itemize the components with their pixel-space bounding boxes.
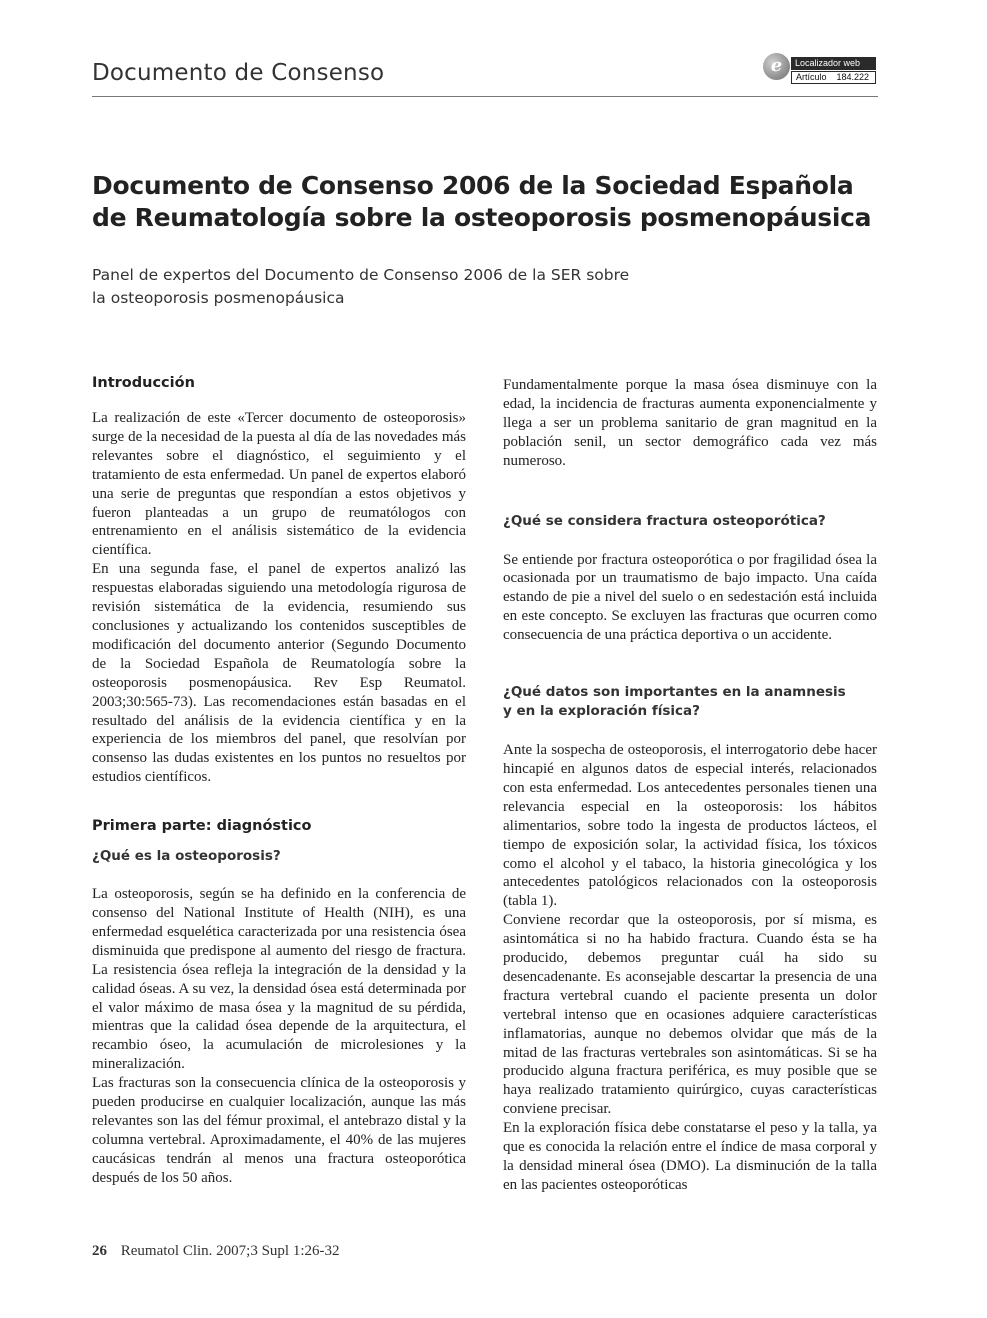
intro-paragraph-2: En una segunda fase, el panel de expertos analizó las respuestas elaboradas siguiendo una metodología rigurosa de revisión sistemática de la evidencia, resumiendo sus conclusiones y actualizando los contenidos susceptibles de modificación del documento anterior (Segundo Documento de la Sociedad Española de Reumatología sobre la osteoporosis posmenopáusica. Rev Esp Reumatol. 2003;30:565-73). Las recomendaciones están basadas en el resultado del análisis de la evidencia científica y en la experiencia de los miembros del panel, que resolvían por consenso las dudas existentes en los puntos no resueltos por estudios científicos. [92,561,466,786]
title-line-2: de Reumatología sobre la osteoporosis posmenopáusica [92,203,872,232]
q2-paragraph-1: Se entiende por fractura osteoporótica o por fragilidad ósea la ocasionada por un traumatismo de bajo impacto. Una caída estando de pie a nivel del suelo o en sedestación está incluida en este concepto. Se excluyen las fracturas que ocurren como consecuencia de una práctica deportiva o un accidente. [503,551,877,644]
q2-heading: ¿Qué se considera fractura osteoporótica? [503,512,826,529]
right-column [503,372,877,1195]
article-authors [92,264,692,310]
q1-paragraph-2: Las fracturas son la consecuencia clínica de la osteoporosis y pueden producirse en cualquier localización, aunque las más relevantes son las del fémur proximal, el antebrazo distal y la columna vertebral. Aproximadamente, el 40% de las mujeres caucásicas tendrán al menos una fractura osteoporótica después de los 50 años. [92,1075,466,1186]
journal-citation: Reumatol Clin. 2007;3 Supl 1:26-32 [120,1243,340,1259]
q3-heading-line-1: ¿Qué datos son importantes en la anamnesis [503,684,846,701]
q1-paragraph-1: La osteoporosis, según se ha definido en la conferencia de consenso del National Institute of Health (NIH), es una enfermedad esquelética caracterizada por una resistencia ósea disminuida que predispone al aumento del riesgo de fractura. La resistencia ósea refleja la integración de la densidad y la calidad óseas. A su vez, la densidad ósea está determinada por el valor máximo de masa ósea y la magnitud de su pérdida, mientras que la calidad ósea depende de la arquitectura, el recambio óseo, la acumulación de microlesiones y la mineralización. [92,886,466,1073]
q3-paragraph-2: Conviene recordar que la osteoporosis, por sí misma, es asintomática si no ha habido fractura. Cuando ésta se ha producido, debemos preguntar cuál ha sido su desencadenante. Es aconsejable descartar la presencia de una fractura vertebral cuando el paciente presenta un dolor vertebral intenso que en ocasiones adquiere características inflamatorias, aunque no debemos olvidar que más de la mitad de las fracturas vertebrales son asintomáticas. Si se ha producido alguna fractura periférica, es muy posible que se haya realizado tratamiento quirúrgico, cuyas características conviene precisar. [503,912,877,1118]
page-number: 26 [92,1243,107,1259]
locator-article-label: Artículo [796,72,827,82]
q3-heading-line-2: y en la exploración física? [503,703,700,720]
left-column [92,372,466,1188]
continued-paragraph: Fundamentalmente porque la masa ósea disminuye con la edad, la incidencia de fracturas aumenta exponencialmente y llega a ser un problema sanitario de gran magnitud en la población senil, un sector demográfico cada vez más numeroso. [503,377,877,469]
title-line-1: Documento de Consenso 2006 de la Sociedad Española [92,171,854,200]
web-locator [763,53,876,88]
part1-heading: Primera parte: diagnóstico [92,818,312,835]
intro-heading: Introducción [92,375,195,391]
locator-label: Localizador web [791,57,876,70]
authors-line-1: Panel de expertos del Documento de Consenso 2006 de la SER sobre [92,266,630,284]
section-label: Documento de Consenso [92,60,385,86]
page-footer [92,1243,340,1260]
q3-paragraph-3: En la exploración física debe constatarse el peso y la talla, ya que es conocida la relación entre el índice de masa corporal y la densidad mineral ósea (DMO). La disminución de la talla en las pacientes osteoporóticas [503,1120,877,1193]
q3-heading [503,683,877,721]
q3-paragraph-1: Ante la sospecha de osteoporosis, el interrogatorio debe hacer hincapié en algunos datos de especial interés, relacionados con esta enfermedad. Los antecedentes personales tienen una relevancia especial en la osteoporosis: los hábitos alimentarios, sobre todo la ingesta de productos lácteos, el tiempo de exposición solar, la actividad física, los tóxicos como el alcohol y el tabaco, la historia ginecológica y los antecedentes patológicos relacionados con la osteoporosis (tabla 1). [503,742,877,910]
e-logo-icon: e [763,53,790,80]
header-divider [92,96,878,97]
intro-paragraph-1: La realización de este «Tercer documento de osteoporosis» surge de la necesidad de la puesta al día de las novedades más relevantes sobre el diagnóstico, el seguimiento y el tratamiento de esta enfermedad. Un panel de expertos elaboró una serie de preguntas que respondían a estos objetivos y fueron planteadas a un grupo de reumatólogos con entrenamiento en el análisis sistemático de la evidencia científica. [92,410,466,559]
authors-line-2: la osteoporosis posmenopáusica [92,289,345,307]
locator-article-number: 184.222 [836,72,869,82]
locator-article-box [791,71,876,84]
q1-heading: ¿Qué es la osteoporosis? [92,848,281,865]
article-title [92,170,872,234]
